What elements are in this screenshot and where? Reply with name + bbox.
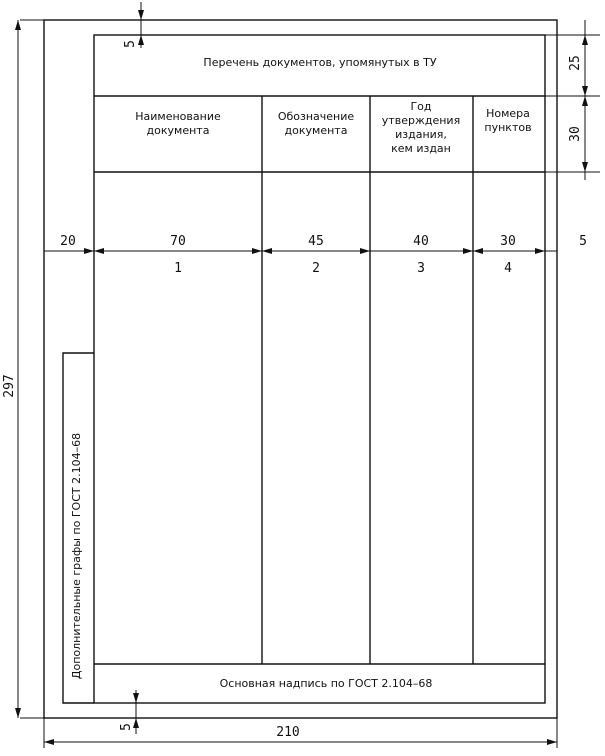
dim-col2-width: 45 (308, 234, 324, 249)
page-width-arrow-left (44, 739, 54, 745)
col2-header-line2: документа (284, 124, 348, 137)
col1-number: 1 (174, 261, 182, 276)
col1-header-line1: Наименование (135, 110, 221, 123)
dim-col4-width: 30 (500, 234, 516, 249)
col3-header-line3: издания, (395, 128, 447, 141)
arrow-45-right (360, 248, 370, 254)
dim-title-row-height: 25 (568, 55, 583, 71)
bottom-offset-arrow-1 (133, 693, 139, 703)
dim-bottom-offset: 5 (119, 723, 134, 731)
top-offset-arrow-2 (138, 35, 144, 45)
dim-right-margin: 5 (579, 234, 587, 249)
dim-left-margin: 20 (60, 234, 76, 249)
footer-title: Основная надпись по ГОСТ 2.104–68 (219, 677, 433, 690)
dim-header-row-height: 30 (568, 126, 583, 142)
page-height-arrow-top (15, 20, 21, 30)
col3-header-line2: утверждения (381, 114, 461, 127)
dim-col3-width: 40 (413, 234, 429, 249)
arrow-45-left (262, 248, 272, 254)
arrow-70-left (94, 248, 104, 254)
arrow-30h-bottom (582, 162, 588, 172)
col3-header-line4: кем издан (391, 142, 451, 155)
arrow-30h-top (582, 96, 588, 106)
dim-top-offset: 5 (123, 40, 138, 48)
arrow-40-right (463, 248, 473, 254)
arrow-25-top (582, 35, 588, 45)
col4-header-line1: Номера (486, 107, 530, 120)
dim-col1-width: 70 (170, 234, 186, 249)
dim-page-width: 210 (276, 725, 300, 740)
page-height-arrow-bottom (15, 708, 21, 718)
arrow-70-right (252, 248, 262, 254)
arrow-25-bottom (582, 86, 588, 96)
col1-header-line2: документа (146, 124, 210, 137)
side-label: Дополнительные графы по ГОСТ 2.104–68 (70, 432, 83, 680)
top-offset-arrow-1 (138, 10, 144, 20)
arrow-20-right (84, 248, 94, 254)
col3-number: 3 (417, 261, 425, 276)
page-width-arrow-right (547, 739, 557, 745)
col4-header-line2: пунктов (484, 121, 532, 134)
col4-number: 4 (504, 261, 512, 276)
dim-page-height: 297 (2, 374, 17, 398)
arrow-30-left (473, 248, 483, 254)
col2-header-line1: Обозначение (277, 110, 355, 123)
arrow-30-right (535, 248, 545, 254)
table-title: Перечень документов, упомянутых в ТУ (203, 56, 437, 69)
col3-header-line1: Год (410, 100, 432, 113)
col2-number: 2 (312, 261, 320, 276)
